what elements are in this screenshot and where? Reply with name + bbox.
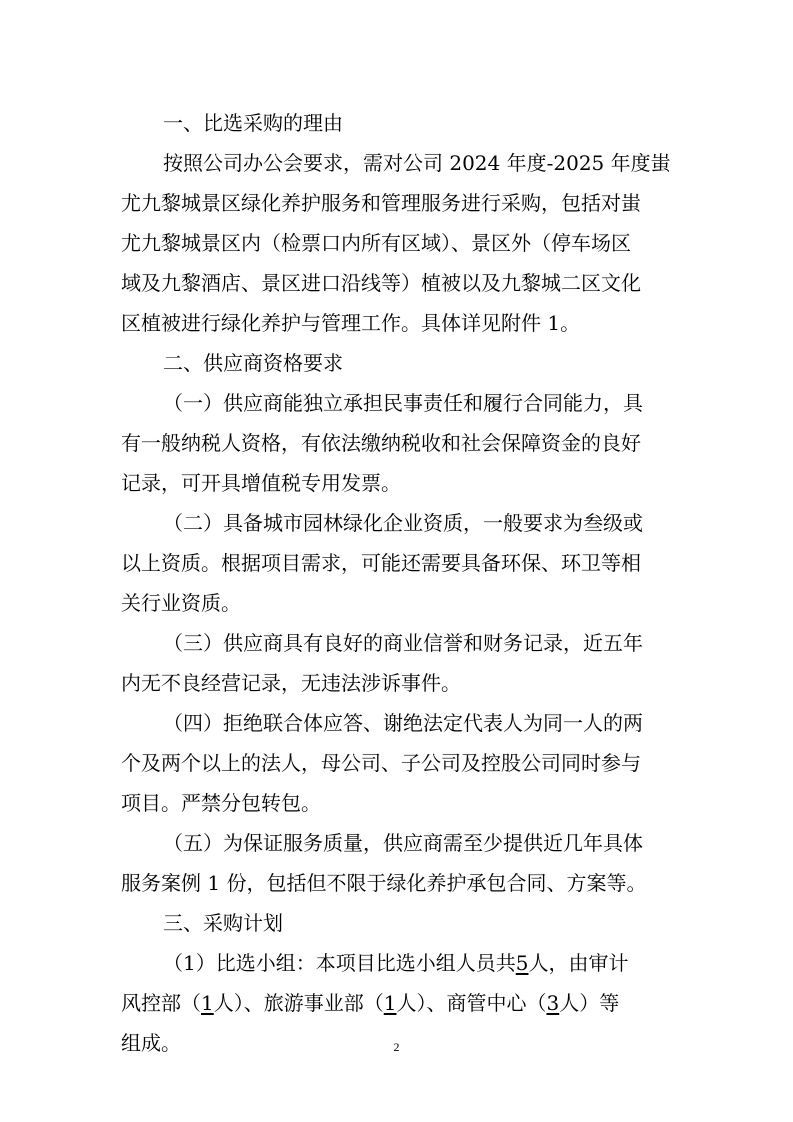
requirement-item-2	[121, 503, 687, 623]
text-span: （1）比选小组：本项目比选小组人员共	[163, 951, 516, 975]
text-span: 人）、旅游事业部（	[213, 991, 384, 1015]
text-line: 区植被进行绿化养护与管理工作。具体详见附件 1。	[121, 311, 581, 335]
text-line: （二）具备城市园林绿化企业资质，一般要求为叁级或	[163, 511, 643, 535]
section-3-heading: 三、采购计划	[163, 911, 283, 935]
requirement-item-4	[121, 703, 687, 823]
section-1-paragraph	[121, 143, 687, 343]
text-line: 服务案例 1 份，包括但不限于绿化养护承包合同、方案等。	[121, 871, 647, 895]
underlined-value: 3	[546, 991, 560, 1015]
text-line: 组成。	[121, 1031, 181, 1055]
text-line: 项目。严禁分包转包。	[121, 791, 321, 815]
text-line: 尤九黎城景区内（检票口内所有区域）、景区外（停车场区	[121, 231, 631, 255]
underlined-value: 5	[515, 951, 529, 975]
text-span: 人）、商管中心（	[396, 991, 547, 1015]
text-line	[121, 983, 687, 1023]
requirement-item-1	[121, 383, 687, 503]
text-span: 人，由审计	[528, 951, 629, 975]
text-line	[121, 943, 687, 983]
text-line: 尤九黎城景区绿化养护服务和管理服务进行采购，包括对蚩	[121, 191, 641, 215]
text-line: （五）为保证服务质量，供应商需至少提供近几年具体	[163, 831, 643, 855]
page-number: 2	[393, 1040, 400, 1054]
section-1-heading: 一、比选采购的理由	[163, 111, 343, 135]
requirement-item-5	[121, 823, 687, 903]
text-line: 有一般纳税人资格，有依法缴纳税收和社会保障资金的良好	[121, 431, 641, 455]
text-span: 人）等	[559, 991, 620, 1015]
text-line: 记录，可开具增值税专用发票。	[121, 471, 401, 495]
text-line: 域及九黎酒店、景区进口沿线等）植被以及九黎城二区文化	[121, 271, 641, 295]
text-line: 个及两个以上的法人，母公司、子公司及控股公司同时参与	[121, 751, 641, 775]
section-2-heading: 二、供应商资格要求	[163, 351, 343, 375]
text-line: 按照公司办公会要求，需对公司 2024 年度-2025 年度蚩	[163, 151, 671, 175]
text-line: 以上资质。根据项目需求，可能还需要具备环保、环卫等相	[121, 551, 641, 575]
text-line: 内无不良经营记录，无违法涉诉事件。	[121, 671, 461, 695]
underlined-value: 1	[383, 991, 397, 1015]
document-body	[121, 103, 687, 1063]
requirement-item-3	[121, 623, 687, 703]
text-line: 关行业资质。	[121, 591, 241, 615]
text-span: 风控部（	[121, 991, 201, 1015]
text-line: （一）供应商能独立承担民事责任和履行合同能力，具	[163, 391, 643, 415]
underlined-value: 1	[201, 991, 214, 1015]
text-line: （四）拒绝联合体应答、谢绝法定代表人为同一人的两	[163, 711, 643, 735]
text-line: （三）供应商具有良好的商业信誉和财务记录，近五年	[163, 631, 643, 655]
